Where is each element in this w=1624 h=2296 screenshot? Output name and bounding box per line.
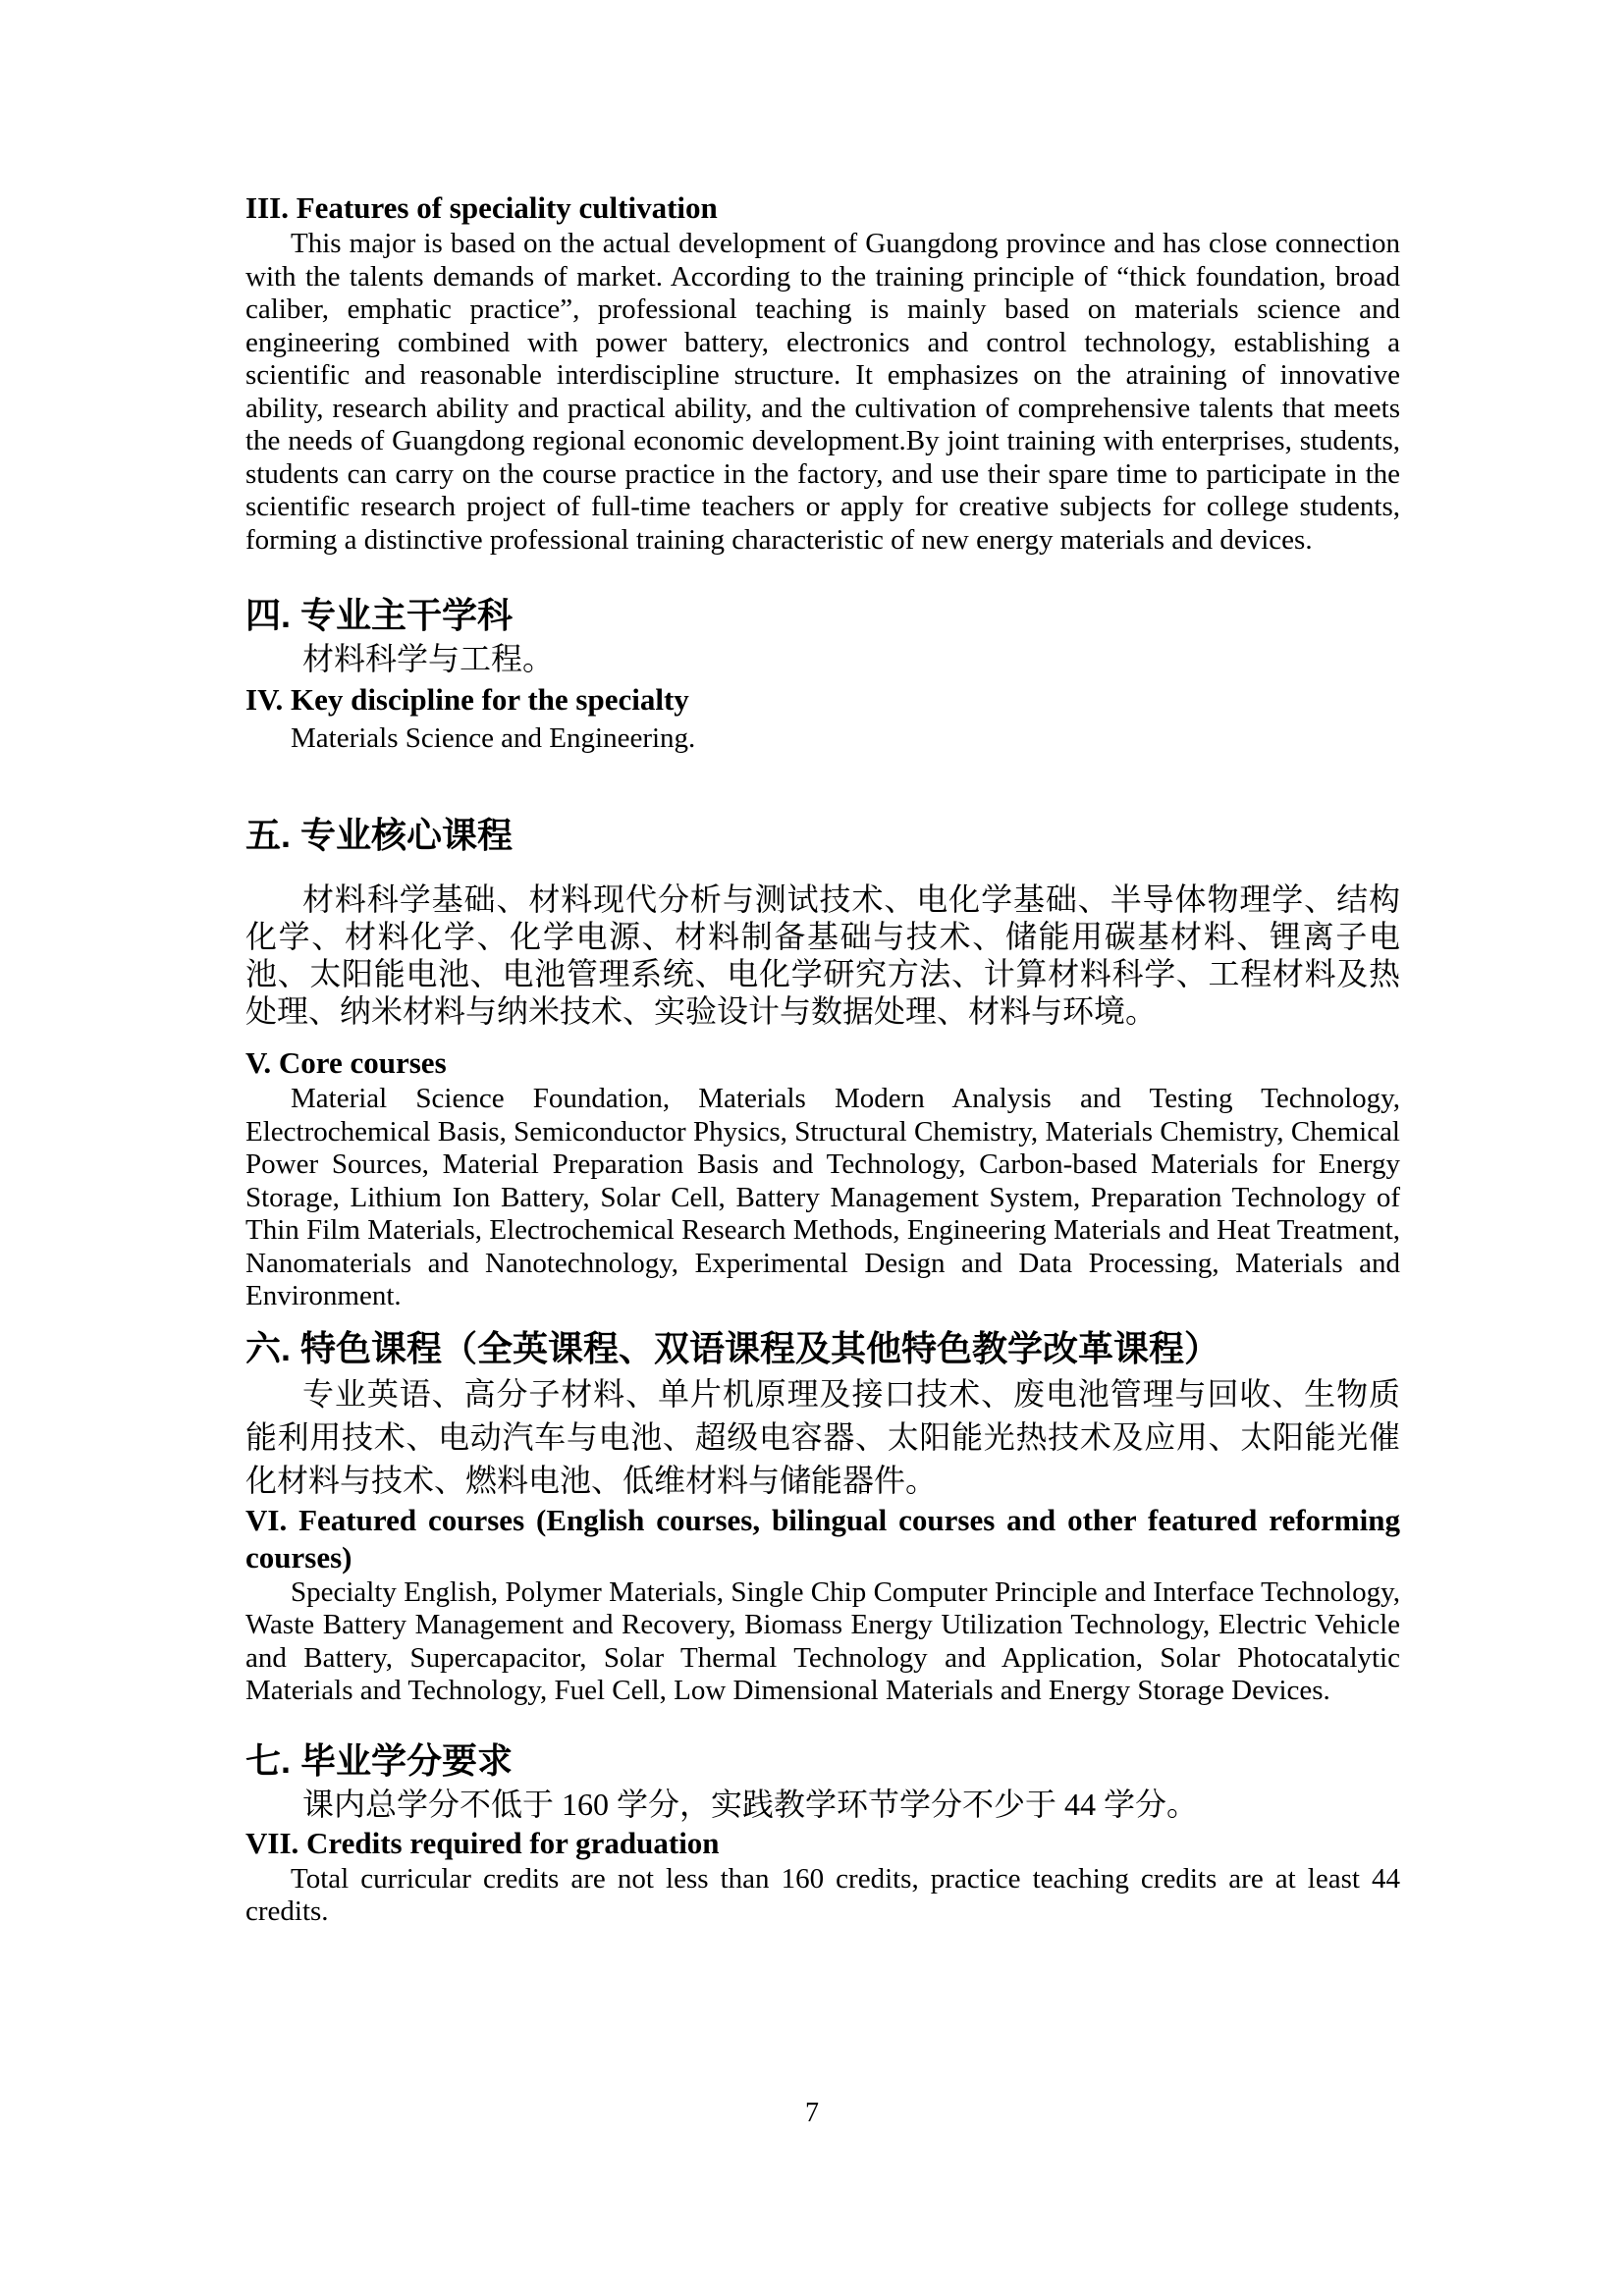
section-heading-6-zh: 六. 特色课程（全英课程、双语课程及其他特色教学改革课程） [245, 1327, 1220, 1368]
section-heading-4-zh: 四. 专业主干学科 [245, 595, 514, 635]
section-heading-vii-en: VII. Credits required for graduation [245, 1825, 720, 1860]
section-body-iii: This major is based on the actual development of Guangdong province and has close connection with the talents demands of market. According to the training principle of “thick foundation, broad caliber, emphatic practice”, professional teaching is mainly based on materials science and engineering combined with power battery, electronics and control technology, establishing a scientific and reasonable interdiscipline structure. It emphasizes on the atraining of innovative ability, research ability and practical ability, and the cultivation of comprehensive talents that meets the needs of Guangdong regional economic development.By joint training with enterprises, students, students can carry on the course practice in the factory, and use their spare time to participate in the scientific research project of full-time teachers or apply for creative subjects for college students, forming a distinctive professional training characteristic of new energy materials and devices. [245, 228, 1400, 556]
section-body-vi-en: Specialty English, Polymer Materials, Single Chip Computer Principle and Interface Technology, Waste Battery Management and Recovery, Biomass Energy Utilization Technology, Electric Vehicle and Battery, Supercapacitor, Solar Thermal Technology and Application, Solar Photocatalytic Materials and Technology, Fuel Cell, Low Dimensional Materials and Energy Storage Devices. [245, 1575, 1400, 1706]
section-heading-7-zh: 七. 毕业学分要求 [245, 1739, 514, 1781]
section-heading-5-zh: 五. 专业核心课程 [245, 815, 514, 855]
section-heading-v-en: V. Core courses [245, 1045, 447, 1080]
page-content [245, 188, 1400, 1929]
section-body-5-zh: 材料科学基础、材料现代分析与测试技术、电化学基础、半导体物理学、结构化学、材料化学、化学电源、材料制备基础与技术、储能用碳基材料、锂离子电池、太阳能电池、电池管理系统、电化学研究方法、计算材料科学、工程材料及热处理、纳米材料与纳米技术、实验设计与数据处理、材料与环境。 [245, 881, 1400, 1029]
section-body-vii-en: Total curricular credits are not less than 160 credits, practice teaching credits are at least 44 credits. [245, 1862, 1400, 1927]
section-heading-iii: III. Features of speciality cultivation [245, 190, 718, 225]
section-body-6-zh: 专业英语、高分子材料、单片机原理及接口技术、废电池管理与回收、生物质能利用技术、电动汽车与电池、超级电容器、太阳能光热技术及应用、太阳能光催化材料与技术、燃料电池、低维材料与储能器件。 [245, 1375, 1400, 1498]
section-body-4-zh: 材料科学与工程。 [302, 641, 555, 676]
section-heading-iv-en: IV. Key discipline for the specialty [245, 682, 689, 717]
section-heading-vi-en: VI. Featured courses (English courses, bilingual courses and other featured reforming courses) [245, 1502, 1400, 1575]
page-number: 7 [805, 2098, 819, 2128]
section-body-7-zh: 课内总学分不低于 160 学分，实践教学环节学分不少于 44 学分。 [302, 1786, 1199, 1822]
section-body-v-en: Material Science Foundation, Materials Modern Analysis and Testing Technology, Electrochemical Basis, Semiconductor Physics, Structural Chemistry, Materials Chemistry, Chemical Power Sources, Material Preparation Basis and Technology, Carbon-based Materials for Energy Storage, Lithium Ion Battery, Solar Cell, Battery Management System, Preparation Technology of Thin Film Materials, Electrochemical Research Methods, Engineering Materials and Heat Treatment, Nanomaterials and Nanotechnology, Experimental Design and Data Processing, Materials and Environment. [245, 1083, 1400, 1311]
section-body-iv-en: Materials Science and Engineering. [291, 722, 696, 754]
